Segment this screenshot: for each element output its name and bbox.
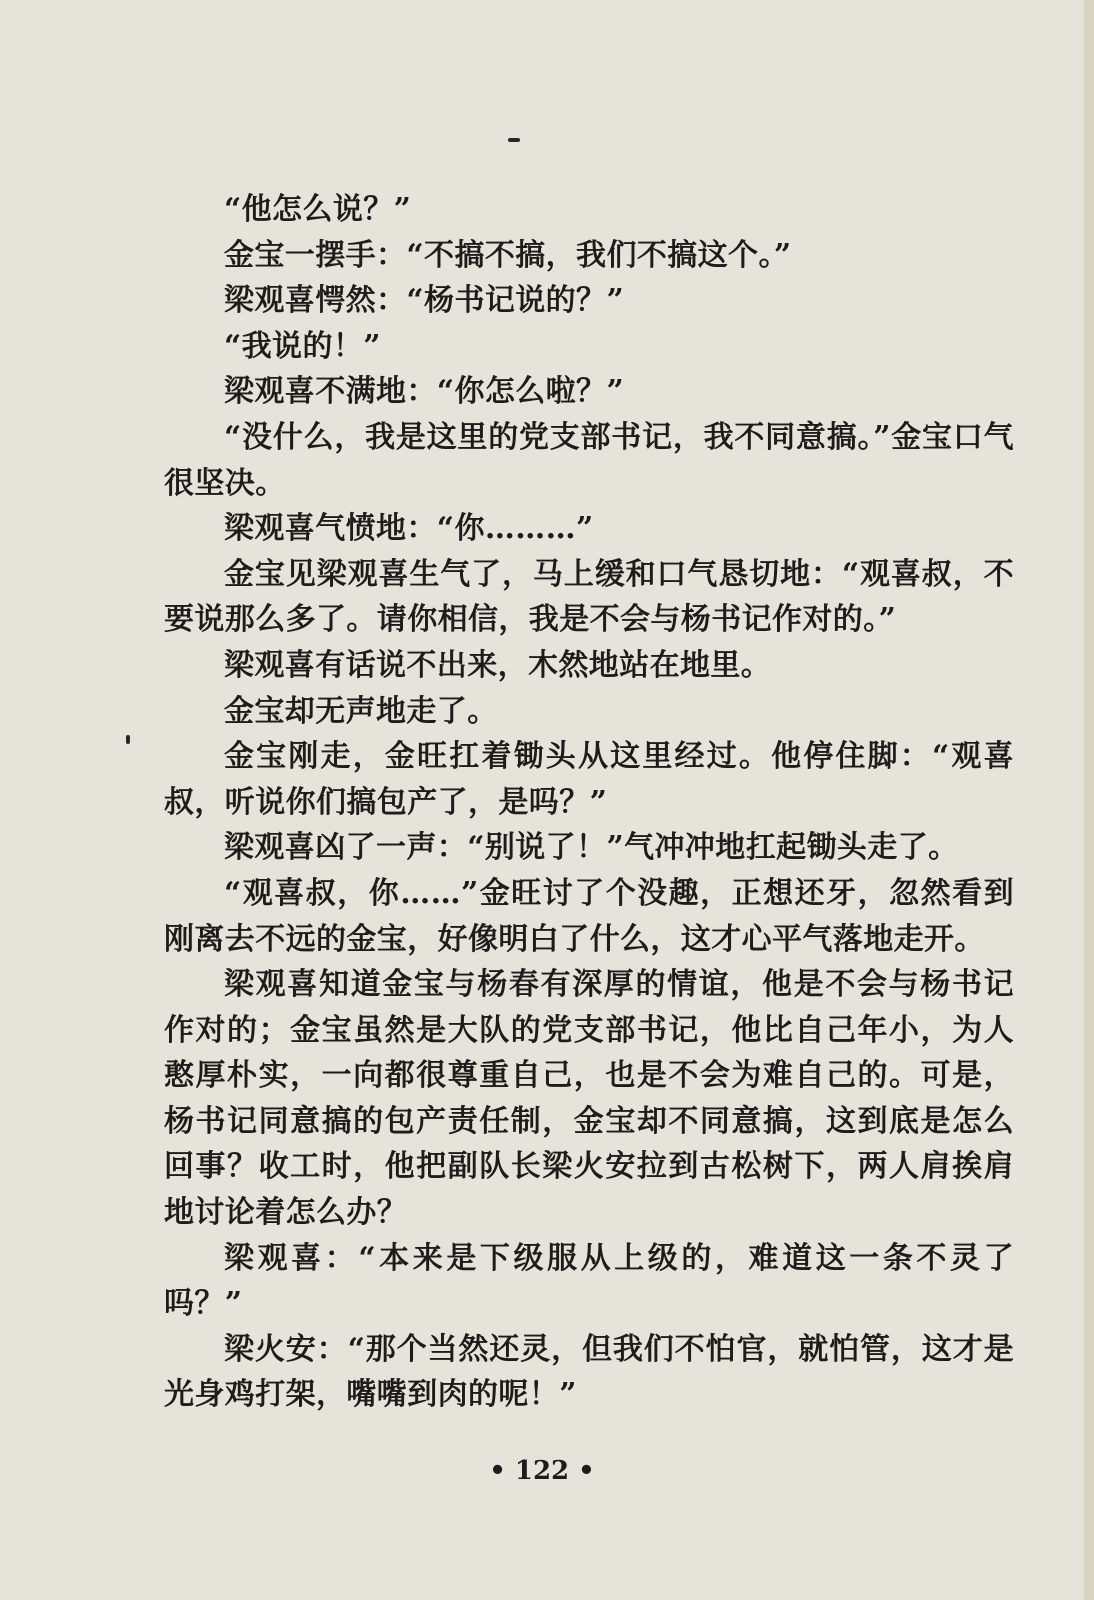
paragraph-8: 金宝见梁观喜生气了，马上缓和口气恳切地：“观喜叔，不要说那么多了。请你相信，我是不会与杨书记作对的。”	[164, 556, 1014, 638]
body-text	[164, 187, 1014, 1418]
paragraph-6: “没什么，我是这里的党支部书记，我不同意搞。”金宝口气很坚决。	[164, 419, 1014, 501]
paragraph-13: “观喜叔，你……”金旺讨了个没趣，正想还牙，忽然看到刚离去不远的金宝，好像明白了什么，这才心平气落地走开。	[164, 875, 1014, 957]
paragraph-1: “他怎么说？”	[224, 192, 412, 227]
paragraph-14: 梁观喜知道金宝与杨春有深厚的情谊，他是不会与杨书记作对的；金宝虽然是大队的党支部书记，他比自己年小，为人憨厚朴实，一向都很尊重自己，也是不会为难自己的。可是，杨书记同意搞的包产责任制，金宝却不同意搞，这到底是怎么回事？收工时，他把副队长梁火安拉到古松树下，两人肩挨肩地讨论着怎么办？	[164, 967, 1014, 1231]
paragraph-9: 梁观喜有话说不出来，木然地站在地里。	[224, 647, 772, 683]
paragraph-10: 金宝却无声地走了。	[224, 693, 498, 729]
page-number: • 122 •	[489, 1456, 595, 1486]
ink-speck	[508, 138, 520, 142]
paragraph-11: 金宝刚走，金旺扛着锄头从这里经过。他停住脚：“观喜叔，听说你们搞包产了，是吗？”	[164, 739, 1014, 820]
paragraph-16: 梁火安：“那个当然还灵，但我们不怕官，就怕管，这才是光身鸡打架，嘴嘴到肉的呢！”	[164, 1331, 1014, 1413]
paragraph-7: 梁观喜气愤地：“你………”	[224, 511, 594, 547]
ink-speck	[126, 735, 130, 744]
paragraph-3: 梁观喜愕然：“杨书记说的？”	[224, 283, 625, 319]
paragraph-15: 梁观喜：“本来是下级服从上级的，难道这一条不灵了吗？”	[164, 1240, 1014, 1322]
paragraph-12: 梁观喜凶了一声：“别说了！”气冲冲地扛起锄头走了。	[224, 830, 959, 866]
paragraph-5: 梁观喜不满地：“你怎么啦？”	[224, 374, 625, 410]
paragraph-2: 金宝一摆手：“不搞不搞，我们不搞这个。”	[224, 237, 792, 273]
paragraph-4: “我说的！”	[224, 328, 381, 364]
